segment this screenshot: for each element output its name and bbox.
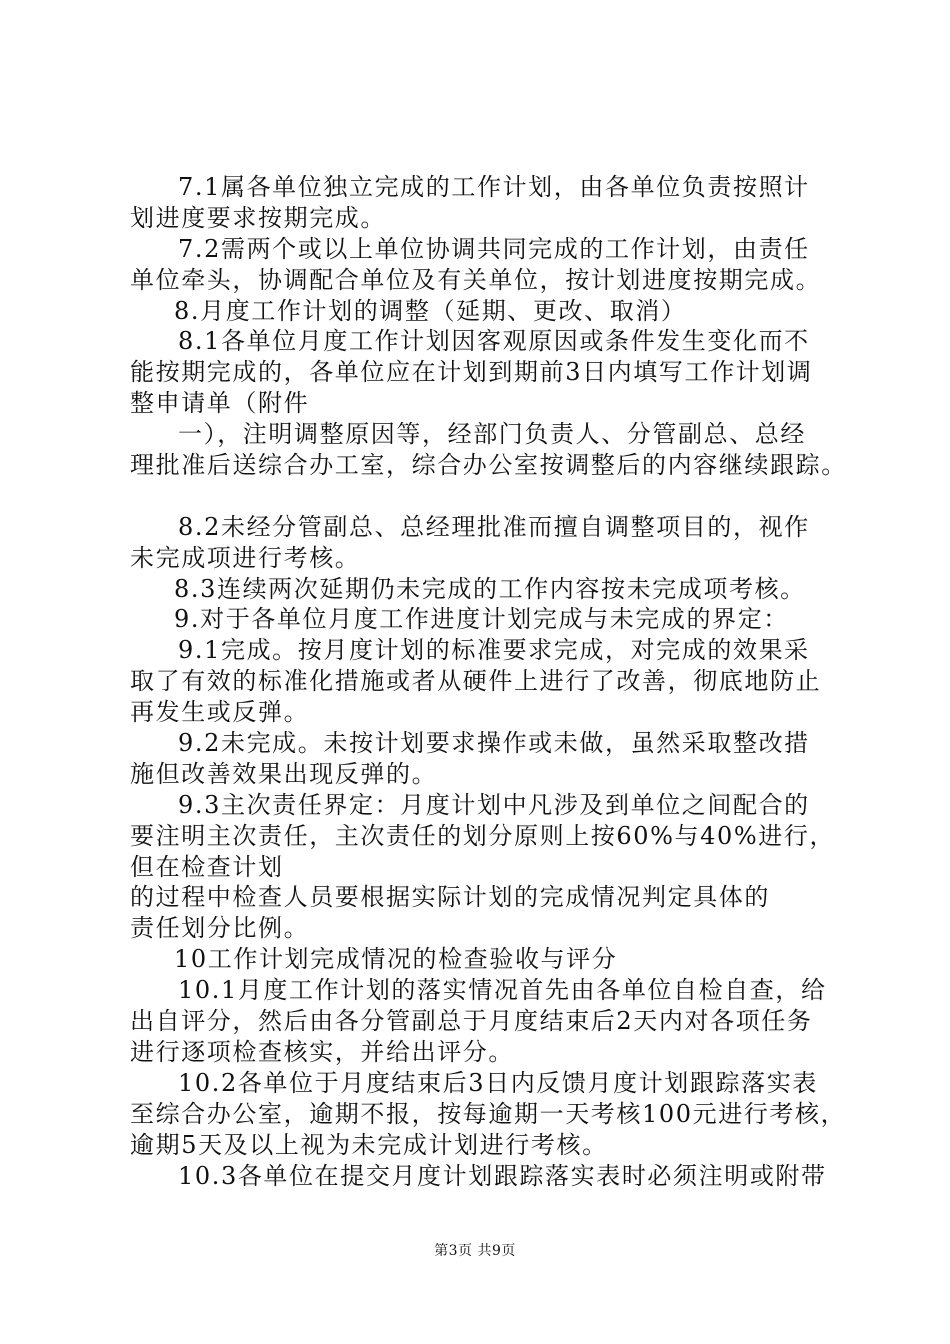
paragraph-10-3-line-1: 10.3各单位在提交月度计划跟踪落实表时必须注明或附带 [178,1161,827,1190]
paragraph-7-1-line-2: 划进度要求按期完成。 [130,203,386,232]
paragraph-10-1-line-3: 进行逐项检查核实，并给出评分。 [130,1037,514,1066]
paragraph-9-3-line-2: 要注明主次责任，主次责任的划分原则上按60%与40%进行， [130,821,836,850]
paragraph-10-2-line-1: 10.2各单位于月度结束后3日内反馈月度计划跟踪落实表 [178,1068,818,1097]
section-10-heading: 10工作计划完成情况的检查验收与评分 [174,945,618,974]
paragraph-8-2-line-2: 未完成项进行考核。 [130,543,361,572]
paragraph-9-3-line-4: 的过程中检查人员要根据实际计划的完成情况判定具体的 [130,883,770,912]
paragraph-7-2-line-2: 单位牵头，协调配合单位及有关单位，按计划进度按期完成。 [130,265,822,294]
section-8-heading: 8.月度工作计划的调整（延期、更改、取消） [174,296,687,325]
document-body [130,172,847,1191]
paragraph-8-1-line-2: 能按期完成的，各单位应在计划到期前3日内填写工作计划调 [130,358,813,387]
paragraph-7-2-line-1: 7.2需两个或以上单位协调共同完成的工作计划，由责任 [178,234,810,263]
paragraph-8-1-line-3: 整申请单（附件 [130,389,310,418]
paragraph-9-3-line-3: 但在检查计划 [130,852,284,881]
paragraph-7-1-line-1: 7.1属各单位独立完成的工作计划，由各单位负责按照计 [178,173,810,201]
paragraph-9-1-line-3: 再发生或反弹。 [130,698,310,727]
paragraph-9-1-line-1: 9.1完成。按月度计划的标准要求完成，对完成的效果采 [178,636,810,665]
blank-line [130,481,830,512]
paragraph-8-1-line-5: 理批准后送综合办工室，综合办公室按调整后的内容继续跟踪。 [130,451,847,480]
paragraph-8-1-line-1: 8.1各单位月度工作计划因客观原因或条件发生变化而不 [178,327,810,356]
paragraph-9-2-line-2: 施但改善效果出现反弹的。 [130,759,438,788]
paragraph-10-1-line-1: 10.1月度工作计划的落实情况首先由各单位自检自查，给 [178,976,827,1005]
paragraph-9-3-line-1: 9.3主次责任界定：月度计划中凡涉及到单位之间配合的 [178,790,810,819]
paragraph-9-3-line-5: 责任划分比例。 [130,914,310,943]
section-9-heading: 9.对于各单位月度工作进度计划完成与未完成的界定： [174,605,789,634]
paragraph-10-2-line-3: 逾期5天及以上视为未完成计划进行考核。 [130,1130,608,1159]
paragraph-10-2-line-2: 至综合办公室，逾期不报，按每逾期一天考核100元进行考核， [130,1099,847,1128]
paragraph-9-1-line-2: 取了有效的标准化措施或者从硬件上进行了改善，彻底地防止 [130,667,822,696]
paragraph-8-2-line-1: 8.2未经分管副总、总经理批准而擅自调整项目的，视作 [178,512,810,541]
paragraph-8-3: 8.3连续两次延期仍未完成的工作内容按未完成项考核。 [174,574,806,603]
page-number-footer: 第3页 共9页 [434,1243,516,1259]
paragraph-9-2-line-1: 9.2未完成。未按计划要求操作或未做，虽然采取整改措 [178,729,810,758]
paragraph-8-1-line-4: 一），注明调整原因等，经部门负责人、分管副总、总经 [178,420,806,449]
paragraph-10-1-line-2: 出自评分，然后由各分管副总于月度结束后2天内对各项任务 [130,1007,813,1036]
